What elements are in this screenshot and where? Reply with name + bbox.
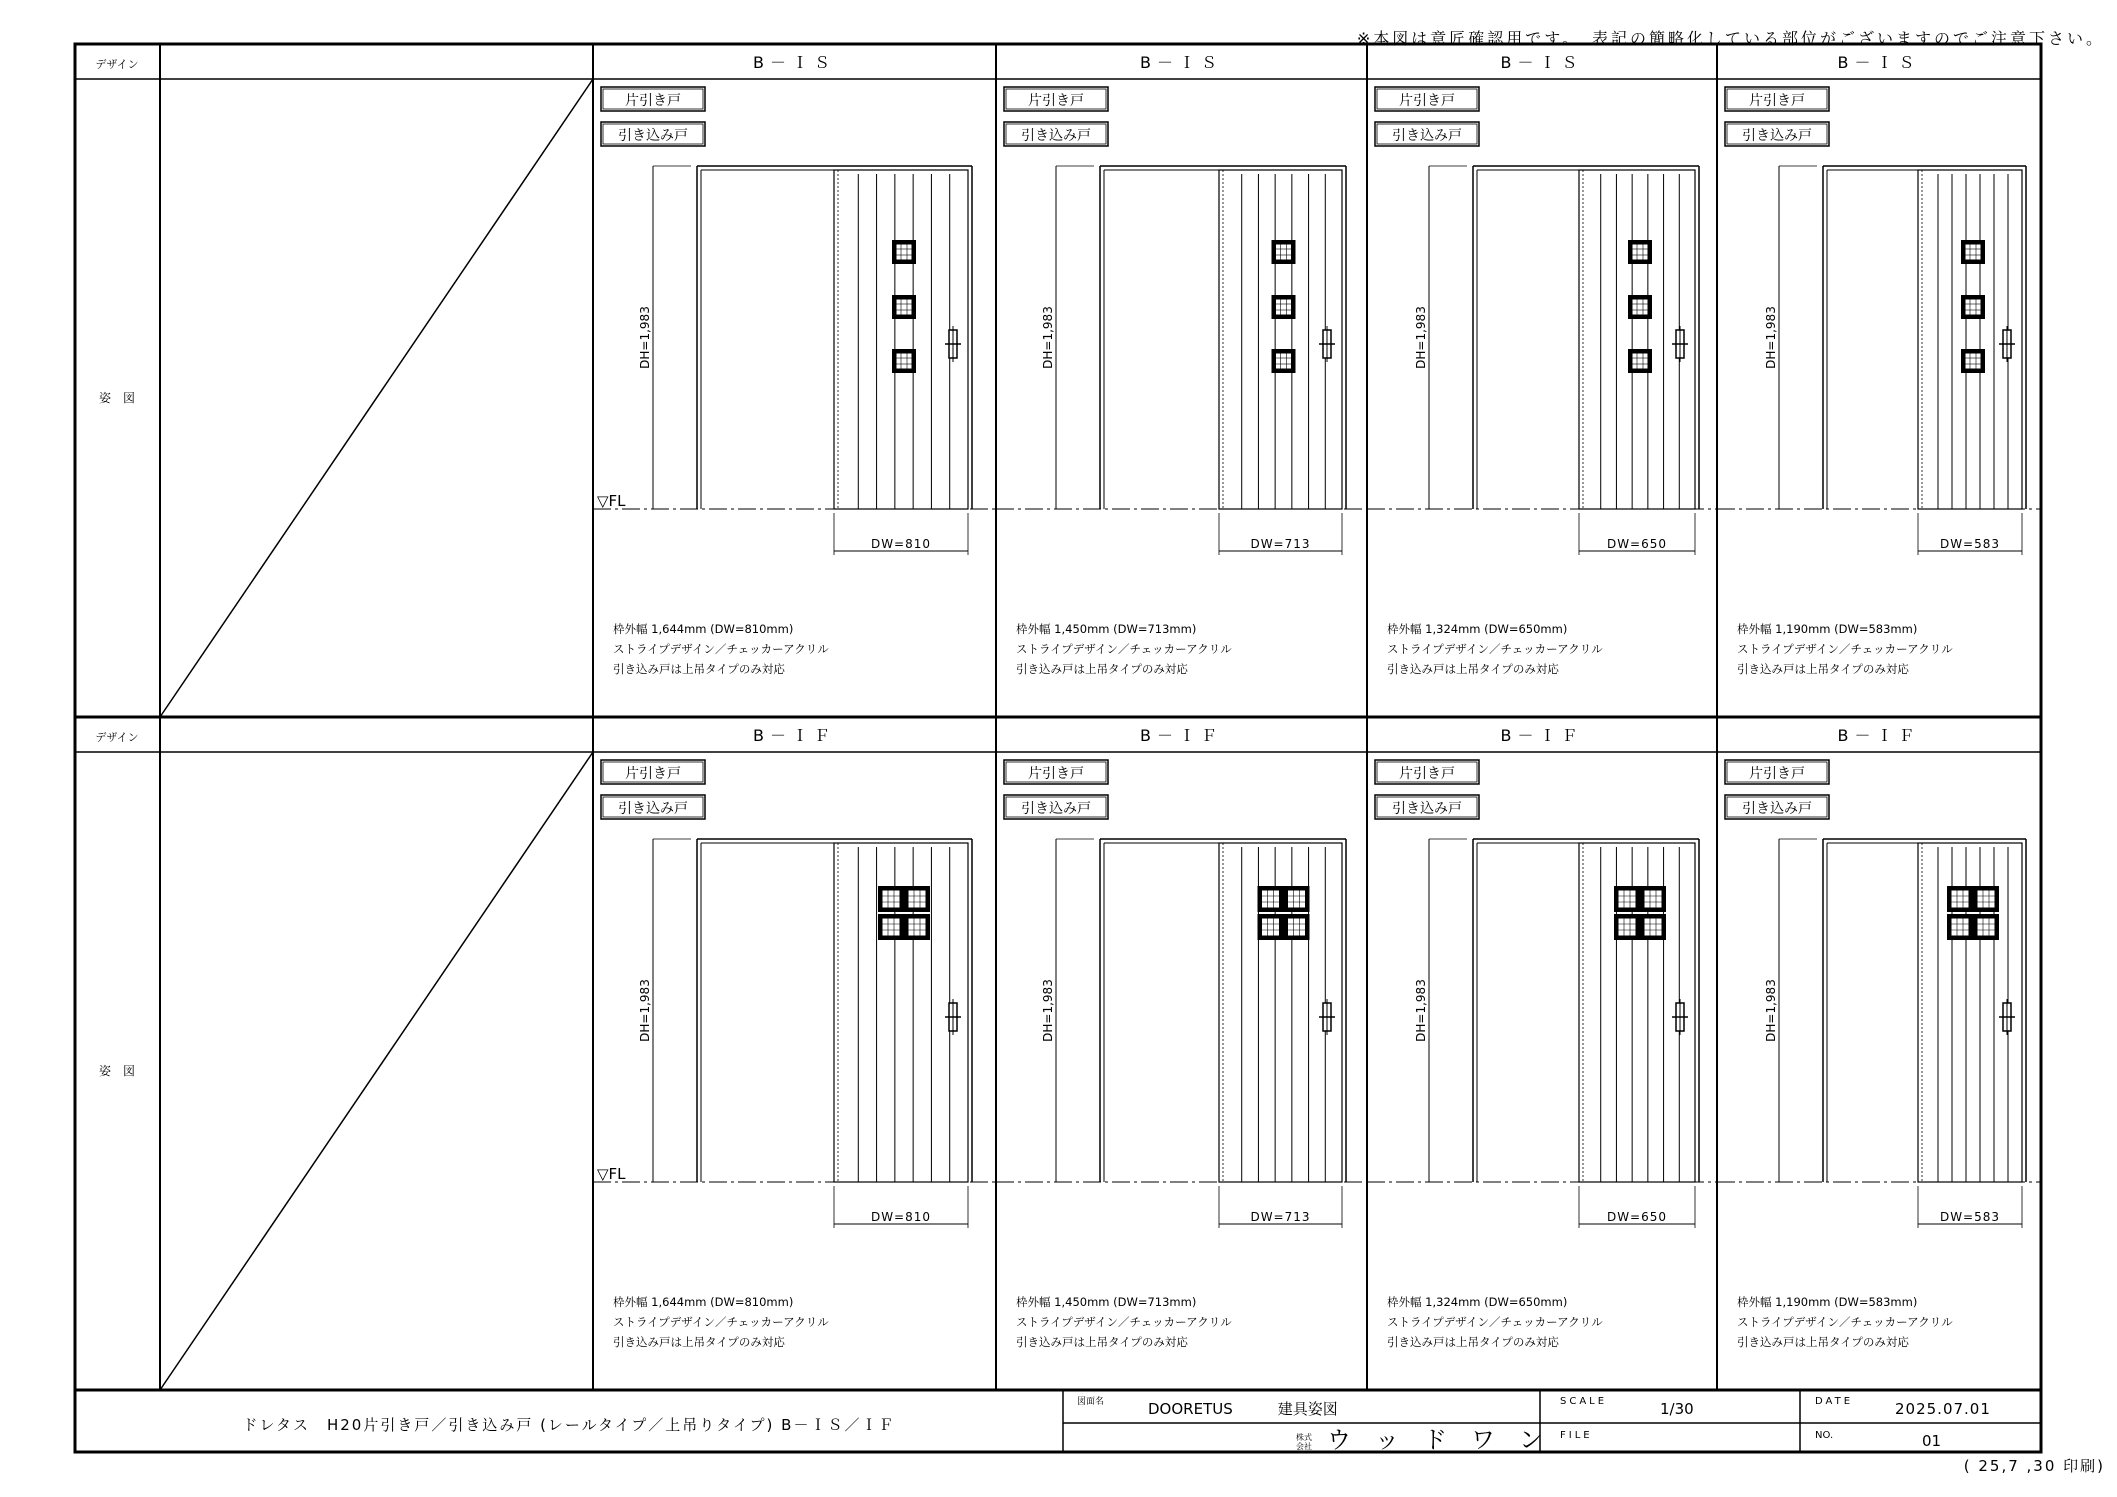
spec-note: 引き込み戸は上吊タイプのみ対応	[1016, 1335, 1188, 1349]
spec-frame-width: 枠外幅 1,190mm (DW=583mm)	[1737, 1295, 1918, 1309]
door-type-pocket-label: 引き込み戸	[1021, 128, 1091, 144]
design-code: B－ＩＦ	[1140, 726, 1223, 745]
door-cell	[593, 726, 996, 1349]
spec-frame-width: 枠外幅 1,644mm (DW=810mm)	[613, 622, 794, 636]
dw-dimension-text: DW=713	[1250, 537, 1311, 551]
spec-note: 引き込み戸は上吊タイプのみ対応	[613, 662, 785, 676]
checker-glass-inner	[908, 918, 926, 936]
checker-glass-inner	[1262, 918, 1280, 936]
sheet-frame	[75, 44, 2041, 1452]
floor-level-label: ▽FL	[597, 492, 626, 510]
dw-dimension-text: DW=650	[1606, 537, 1668, 551]
spec-frame-width: 枠外幅 1,324mm (DW=650mm)	[1387, 1295, 1568, 1309]
date-value: 2025.07.01	[1895, 1400, 1991, 1418]
checker-glass-inner	[1262, 890, 1280, 908]
spec-design: ストライプデザイン／チェッカーアクリル	[1737, 1315, 1953, 1329]
spec-frame-width: 枠外幅 1,450mm (DW=713mm)	[1016, 1295, 1197, 1309]
spec-design: ストライプデザイン／チェッカーアクリル	[613, 642, 829, 656]
dh-dimension-text: DH=1,983	[1414, 306, 1428, 369]
floor-level-label: ▽FL	[597, 1165, 626, 1183]
door-type-sliding-label: 片引き戸	[1749, 93, 1805, 109]
checker-glass-inner	[1951, 918, 1969, 936]
checker-glass-inner	[1288, 918, 1306, 936]
dh-dimension-text: DH=1,983	[1041, 979, 1055, 1042]
spec-design: ストライプデザイン／チェッカーアクリル	[1737, 642, 1953, 656]
spec-note: 引き込み戸は上吊タイプのみ対応	[1016, 662, 1188, 676]
date-label: DATE	[1815, 1396, 1854, 1407]
design-code: B－ＩＦ	[1837, 726, 1921, 745]
spec-frame-width: 枠外幅 1,450mm (DW=713mm)	[1016, 622, 1197, 636]
dh-dimension-text: DH=1,983	[638, 306, 652, 369]
product-title: ドレタス H20片引き戸／引き込み戸 (レールタイプ／上吊りタイプ) B－ＩＳ／ＩＦ	[242, 1416, 896, 1434]
company-prefix-2: 会社	[1296, 1442, 1312, 1451]
door-cell	[996, 53, 1367, 676]
door-type-sliding-label: 片引き戸	[1399, 766, 1455, 782]
door-type-pocket-label: 引き込み戸	[618, 128, 688, 144]
spec-note: 引き込み戸は上吊タイプのみ対応	[1387, 1335, 1559, 1349]
dw-dimension-text: DW=810	[870, 1210, 932, 1224]
title-block	[75, 1390, 2041, 1454]
elevation-label: 姿 図	[98, 391, 136, 405]
spec-note: 引き込み戸は上吊タイプのみ対応	[613, 1335, 785, 1349]
dw-dimension-text: DW=810	[870, 537, 932, 551]
dw-dimension-text: DW=583	[1939, 537, 2001, 551]
door-type-pocket-label: 引き込み戸	[1392, 128, 1462, 144]
dw-dimension-text: DW=650	[1606, 1210, 1668, 1224]
spec-design: ストライプデザイン／チェッカーアクリル	[1016, 1315, 1232, 1329]
dh-dimension-text: DH=1,983	[1414, 979, 1428, 1042]
spec-frame-width: 枠外幅 1,190mm (DW=583mm)	[1737, 622, 1918, 636]
checker-glass-inner	[908, 890, 926, 908]
door-type-sliding-label: 片引き戸	[625, 766, 681, 782]
checker-glass-inner	[1276, 244, 1292, 260]
checker-glass-inner	[1288, 890, 1306, 908]
sheet-border	[75, 44, 2041, 1452]
door-cell	[996, 726, 1367, 1349]
spec-note: 引き込み戸は上吊タイプのみ対応	[1387, 662, 1559, 676]
spec-design: ストライプデザイン／チェッカーアクリル	[1387, 1315, 1603, 1329]
checker-glass-inner	[1618, 918, 1636, 936]
door-type-pocket-label: 引き込み戸	[1742, 128, 1812, 144]
dh-dimension-text: DH=1,983	[1764, 306, 1778, 369]
design-label: デザイン	[95, 731, 139, 744]
design-code: B－ＩＦ	[1500, 726, 1584, 745]
design-label: デザイン	[95, 58, 139, 71]
checker-glass-inner	[1276, 353, 1292, 369]
door-type-pocket-label: 引き込み戸	[1392, 801, 1462, 817]
spec-design: ストライプデザイン／チェッカーアクリル	[613, 1315, 829, 1329]
door-cell	[1717, 726, 2041, 1349]
design-code: B－ＩＳ	[1500, 53, 1584, 72]
checker-glass-inner	[1632, 353, 1648, 369]
checker-glass-inner	[1977, 890, 1995, 908]
spec-note: 引き込み戸は上吊タイプのみ対応	[1737, 662, 1909, 676]
door-cell	[1367, 726, 1717, 1349]
print-date: ( 25,7 ,30 印刷)	[1963, 1457, 2105, 1475]
checker-glass-inner	[882, 890, 900, 908]
checker-glass-inner	[896, 244, 912, 260]
elevation-row	[75, 717, 2041, 1390]
elevation-label: 姿 図	[98, 1064, 136, 1078]
door-type-sliding-label: 片引き戸	[1399, 93, 1455, 109]
empty-cell-diagonal	[160, 752, 593, 1390]
checker-glass-inner	[882, 918, 900, 936]
checker-glass-inner	[1965, 299, 1981, 315]
door-type-sliding-label: 片引き戸	[1749, 766, 1805, 782]
door-type-pocket-label: 引き込み戸	[618, 801, 688, 817]
checker-glass-inner	[1644, 890, 1662, 908]
door-type-pocket-label: 引き込み戸	[1021, 801, 1091, 817]
checker-glass-inner	[896, 299, 912, 315]
dw-dimension-text: DW=583	[1939, 1210, 2001, 1224]
spec-note: 引き込み戸は上吊タイプのみ対応	[1737, 1335, 1909, 1349]
design-code: B－ＩＳ	[1140, 53, 1223, 72]
door-cell	[593, 53, 996, 676]
checker-glass-inner	[1632, 299, 1648, 315]
drawing-name-value: DOORETUS 建具姿図	[1148, 1400, 1338, 1418]
design-code: B－ＩＦ	[753, 726, 836, 745]
notice-text: ※本図は意匠確認用です。 表記の簡略化している部位がございますのでご注意下さい。	[1356, 29, 2105, 48]
drawing-name-label: 図面名	[1077, 1397, 1105, 1407]
no-value: 01	[1922, 1432, 1942, 1450]
spec-design: ストライプデザイン／チェッカーアクリル	[1016, 642, 1232, 656]
checker-glass-inner	[1644, 918, 1662, 936]
door-type-pocket-label: 引き込み戸	[1742, 801, 1812, 817]
file-label: FILE	[1560, 1430, 1593, 1441]
checker-glass-inner	[1965, 244, 1981, 260]
door-cell	[1367, 53, 1717, 676]
door-type-sliding-label: 片引き戸	[1028, 766, 1084, 782]
door-cell	[1717, 53, 2041, 676]
spec-frame-width: 枠外幅 1,644mm (DW=810mm)	[613, 1295, 794, 1309]
door-type-sliding-label: 片引き戸	[625, 93, 681, 109]
door-type-sliding-label: 片引き戸	[1028, 93, 1084, 109]
dw-dimension-text: DW=713	[1250, 1210, 1311, 1224]
no-label: NO.	[1815, 1430, 1834, 1441]
design-code: B－ＩＳ	[753, 53, 836, 72]
design-code: B－ＩＳ	[1837, 53, 1921, 72]
elevation-rows	[75, 44, 2041, 1390]
checker-glass-inner	[896, 353, 912, 369]
spec-design: ストライプデザイン／チェッカーアクリル	[1387, 642, 1603, 656]
spec-frame-width: 枠外幅 1,324mm (DW=650mm)	[1387, 622, 1568, 636]
elevation-row	[75, 44, 2041, 717]
checker-glass-inner	[1951, 890, 1969, 908]
checker-glass-inner	[1276, 299, 1292, 315]
company-prefix-1: 株式	[1296, 1433, 1312, 1442]
scale-label: SCALE	[1560, 1396, 1608, 1407]
empty-cell-diagonal	[160, 79, 593, 717]
checker-glass-inner	[1965, 353, 1981, 369]
door-panel	[834, 170, 968, 509]
dh-dimension-text: DH=1,983	[1041, 306, 1055, 369]
scale-value: 1/30	[1660, 1400, 1694, 1418]
company-name: ウ ッ ド ワ ン	[1327, 1426, 1543, 1454]
dh-dimension-text: DH=1,983	[1764, 979, 1778, 1042]
dh-dimension-text: DH=1,983	[638, 979, 652, 1042]
checker-glass-inner	[1632, 244, 1648, 260]
checker-glass-inner	[1618, 890, 1636, 908]
checker-glass-inner	[1977, 918, 1995, 936]
